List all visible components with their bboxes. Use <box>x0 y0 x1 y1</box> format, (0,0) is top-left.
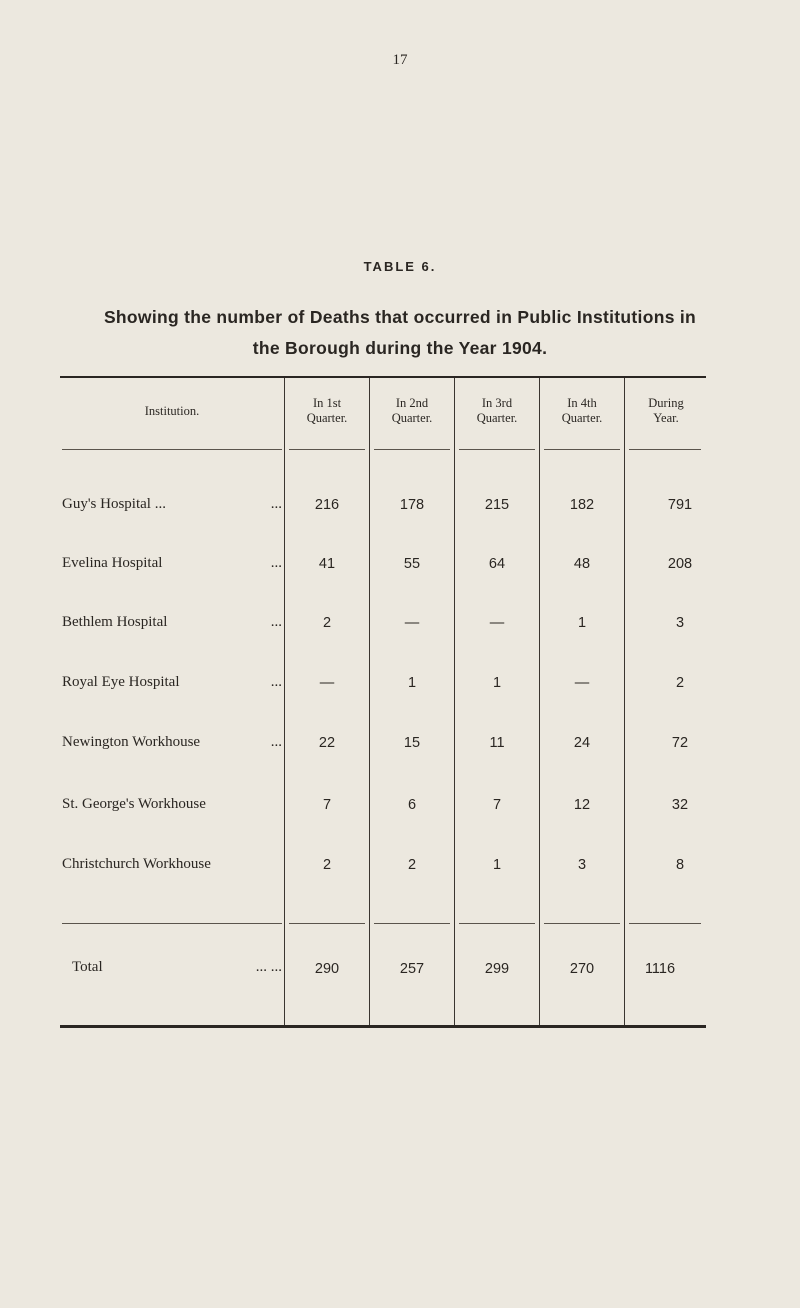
header-label: Quarter. <box>476 411 518 425</box>
column-divider <box>539 378 540 1025</box>
total-q1: 290 <box>314 961 340 977</box>
header-label: Institution. <box>144 404 200 418</box>
header-underline <box>544 449 620 450</box>
cell-q3: 7 <box>492 797 502 813</box>
cell-q4: 24 <box>573 735 591 751</box>
cell-q2: — <box>404 615 420 631</box>
total-q3: 299 <box>484 961 510 977</box>
cell-q4: 12 <box>573 797 591 813</box>
header-underline <box>289 449 365 450</box>
cell-q1: 22 <box>318 735 336 751</box>
total-label: Total ... ... <box>72 959 282 975</box>
header-label: Quarter. <box>561 411 603 425</box>
total-rule <box>629 923 701 924</box>
cell-year: 3 <box>675 615 685 631</box>
institution-name: Bethlem Hospital ... <box>62 614 282 630</box>
cell-q2: 6 <box>407 797 417 813</box>
cell-year: 208 <box>667 556 693 572</box>
cell-q1: 2 <box>322 615 332 631</box>
header-underline <box>629 449 701 450</box>
column-divider <box>369 378 370 1025</box>
header-label: Quarter. <box>306 411 348 425</box>
cell-q3: 215 <box>484 497 510 513</box>
institution-name: Christchurch Workhouse <box>62 856 211 872</box>
column-divider <box>624 378 625 1025</box>
header-label: In 1st <box>312 396 342 410</box>
header-year <box>625 396 707 426</box>
cell-year: 72 <box>671 735 689 751</box>
total-q4: 270 <box>569 961 595 977</box>
table-bottom-rule <box>60 1025 706 1028</box>
header-label: Quarter. <box>391 411 433 425</box>
total-rule <box>459 923 535 924</box>
cell-q4: 3 <box>577 857 587 873</box>
header-underline <box>374 449 450 450</box>
total-rule <box>544 923 620 924</box>
header-label: In 3rd <box>481 396 513 410</box>
cell-q1: 7 <box>322 797 332 813</box>
cell-q2: 1 <box>407 675 417 691</box>
cell-q1: 216 <box>314 497 340 513</box>
header-institution <box>62 404 282 419</box>
cell-q3: 11 <box>489 735 505 751</box>
institution-name: Evelina Hospital ... <box>62 555 282 571</box>
cell-q2: 178 <box>399 497 425 513</box>
cell-year: 8 <box>675 857 685 873</box>
cell-year: 791 <box>667 497 693 513</box>
table-title: TABLE 6. <box>363 259 437 274</box>
cell-q4: 1 <box>577 615 587 631</box>
page-number: 17 <box>392 52 408 68</box>
column-divider <box>454 378 455 1025</box>
cell-q4: — <box>574 675 590 691</box>
header-q3 <box>455 396 539 426</box>
institution-name: Royal Eye Hospital ... <box>62 674 282 690</box>
institution-name: Newington Workhouse ... <box>62 734 282 750</box>
institution-name: St. George's Workhouse <box>62 796 206 812</box>
total-q2: 257 <box>399 961 425 977</box>
cell-q2: 55 <box>403 556 421 572</box>
header-q2 <box>370 396 454 426</box>
header-label: In 2nd <box>395 396 429 410</box>
total-rule <box>62 923 282 924</box>
column-divider <box>284 378 285 1025</box>
header-label: In 4th <box>567 396 597 410</box>
cell-q1: 2 <box>322 857 332 873</box>
table-top-rule <box>60 376 706 378</box>
cell-year: 32 <box>671 797 689 813</box>
table-caption <box>40 302 760 364</box>
total-year: 1116 <box>644 961 676 977</box>
cell-q4: 182 <box>569 497 595 513</box>
header-underline <box>62 449 282 450</box>
total-rule <box>289 923 365 924</box>
header-q4 <box>540 396 624 426</box>
header-label: During <box>648 396 684 410</box>
cell-q3: 64 <box>488 556 506 572</box>
cell-year: 2 <box>675 675 685 691</box>
cell-q4: 48 <box>573 556 591 572</box>
cell-q3: 1 <box>492 857 502 873</box>
header-q1 <box>285 396 369 426</box>
cell-q2: 15 <box>403 735 421 751</box>
institution-name: Guy's Hospital ... ... <box>62 496 282 512</box>
caption-line-1: Showing the number of Deaths that occurred in Public Institutions in <box>103 307 697 327</box>
cell-q3: — <box>489 615 505 631</box>
total-rule <box>374 923 450 924</box>
cell-q3: 1 <box>492 675 502 691</box>
header-label: Year. <box>653 411 679 425</box>
cell-q1: 41 <box>318 556 336 572</box>
caption-line-2: the Borough during the Year 1904. <box>252 338 548 358</box>
cell-q2: 2 <box>407 857 417 873</box>
cell-q1: — <box>319 675 335 691</box>
header-underline <box>459 449 535 450</box>
